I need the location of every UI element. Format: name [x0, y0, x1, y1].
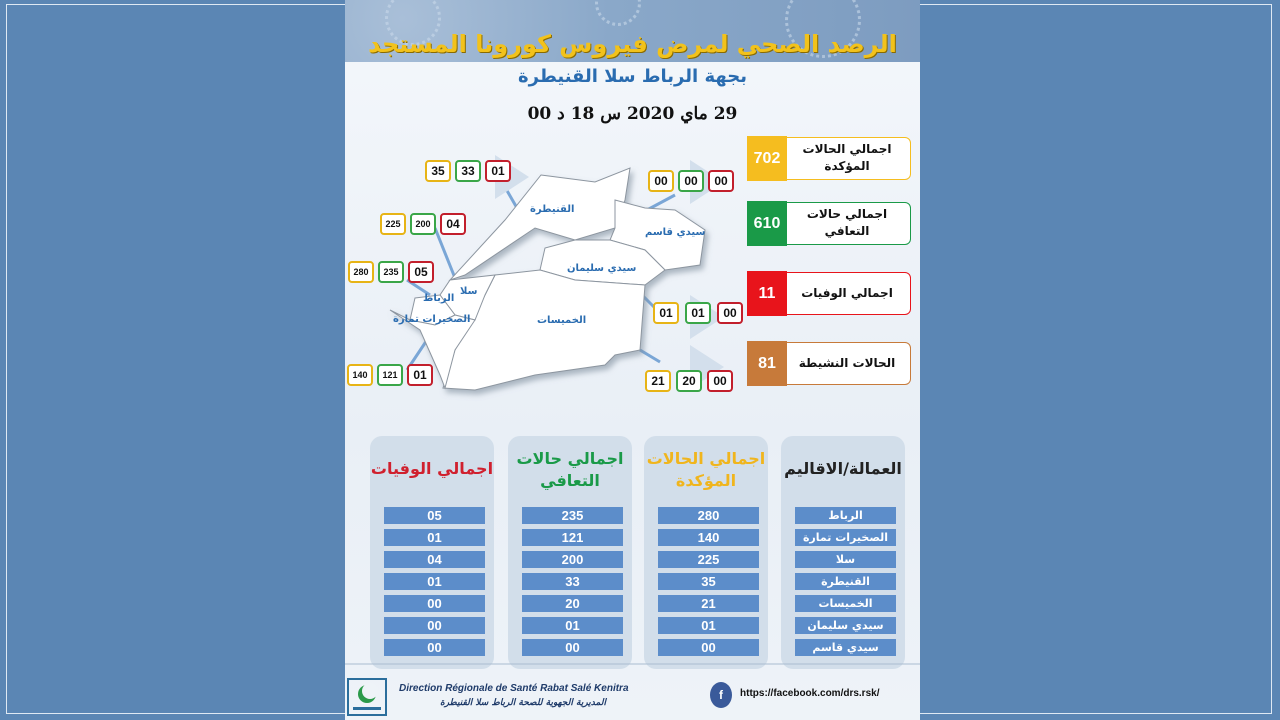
table-cell: سلا	[795, 551, 896, 568]
callout-recovered: 00	[678, 170, 704, 192]
callout-recovered: 20	[676, 370, 702, 392]
summary-deaths	[748, 272, 911, 315]
summary-label: اجمالي الحالات المؤكدة	[802, 142, 892, 173]
map-label-khemisset: الخميسات	[537, 315, 587, 326]
table-cell: 01	[522, 617, 623, 634]
report-date: 29 ماي 2020 س 18 د 00	[527, 104, 738, 124]
org-name-ar: المديرية الجهوية للصحة الرباط سلا القنيطرة	[440, 698, 606, 708]
summary-active	[748, 342, 911, 385]
callout-deaths: 00	[717, 302, 743, 324]
callout-confirmed: 225	[380, 213, 406, 235]
callout-confirmed: 35	[425, 160, 451, 182]
summary-value: 11	[747, 271, 787, 316]
infographic-card	[345, 0, 920, 720]
column-header: اجمالي الوفيات	[370, 459, 494, 478]
column-provinces	[781, 436, 905, 669]
column-header: اجمالي حالات التعافي	[516, 449, 624, 490]
callout-confirmed: 00	[648, 170, 674, 192]
org-name-fr: Direction Régionale de Santé Rabat Salé Kenitra	[399, 683, 629, 694]
table-cell: الرباط	[795, 507, 896, 524]
summary-recovered	[748, 202, 911, 245]
callout-confirmed: 21	[645, 370, 671, 392]
column-deaths	[370, 436, 494, 669]
virus-icon	[595, 0, 641, 26]
map-label-rabat: الرباط	[423, 293, 455, 304]
table-cell: 280	[658, 507, 759, 524]
table-cell: 121	[522, 529, 623, 546]
callout-deaths: 00	[707, 370, 733, 392]
table-cell: 140	[658, 529, 759, 546]
summary-value: 610	[747, 201, 787, 246]
page-title: الرصد الصحي لمرض فيروس كورونا المستجد	[368, 30, 897, 58]
column-recovered	[508, 436, 632, 669]
table-cell: 33	[522, 573, 623, 590]
map-label-sale: سلا	[460, 286, 478, 297]
table-cell: 200	[522, 551, 623, 568]
callout-deaths: 01	[485, 160, 511, 182]
table-cell: 225	[658, 551, 759, 568]
table-cell: الخميسات	[795, 595, 896, 612]
callout-recovered: 235	[378, 261, 404, 283]
callout-recovered: 121	[377, 364, 403, 386]
footer-divider	[345, 662, 920, 672]
table-cell: 00	[384, 617, 485, 634]
map-label-kenitra: القنيطرة	[530, 204, 575, 215]
summary-label: اجمالي حالات التعافي	[806, 207, 888, 238]
table-cell: القنيطرة	[795, 573, 896, 590]
callout-confirmed: 140	[347, 364, 373, 386]
table-cell: 04	[384, 551, 485, 568]
map-label-sidi-kacem: سيدي قاسم	[645, 227, 706, 238]
crescent-icon	[349, 680, 385, 714]
table-cell: 235	[522, 507, 623, 524]
column-header: العمالة/الاقاليم	[784, 459, 902, 478]
summary-confirmed	[748, 137, 911, 180]
summary-value: 81	[747, 341, 787, 386]
ministry-logo	[347, 678, 387, 716]
callout-confirmed: 01	[653, 302, 679, 324]
table-cell: 01	[384, 529, 485, 546]
table-cell: 01	[384, 573, 485, 590]
table-cell: 00	[384, 595, 485, 612]
table-cell: 00	[522, 639, 623, 656]
table-cell: 21	[658, 595, 759, 612]
callout-deaths: 05	[408, 261, 434, 283]
callout-deaths: 00	[708, 170, 734, 192]
footer	[345, 670, 920, 720]
callout-confirmed: 280	[348, 261, 374, 283]
table-cell: 00	[658, 639, 759, 656]
summary-label: الحالات النشيطة	[798, 355, 896, 370]
table-cell: سيدي سليمان	[795, 617, 896, 634]
table-cell: 05	[384, 507, 485, 524]
table-cell: 00	[384, 639, 485, 656]
callout-recovered: 33	[455, 160, 481, 182]
facebook-icon[interactable]: f	[710, 682, 732, 708]
regions	[390, 168, 705, 390]
table-cell: 01	[658, 617, 759, 634]
table-cell: الصخيرات تمارة	[795, 529, 896, 546]
column-confirmed	[644, 436, 768, 669]
table-cell: سيدي قاسم	[795, 639, 896, 656]
callout-recovered: 01	[685, 302, 711, 324]
summary-label: اجمالي الوفيات	[801, 285, 893, 300]
callout-deaths: 04	[440, 213, 466, 235]
table-cell: 35	[658, 573, 759, 590]
table-cell: 20	[522, 595, 623, 612]
map-label-skhirate: الصخيرات تمارة	[393, 314, 471, 325]
summary-value: 702	[747, 136, 787, 181]
callout-recovered: 200	[410, 213, 436, 235]
map-label-sidi-slimane: سيدي سليمان	[567, 263, 637, 274]
column-header: اجمالي الحالات المؤكدة	[646, 449, 766, 490]
page-subtitle: بجهة الرباط سلا القنيطرة	[518, 66, 747, 87]
facebook-link[interactable]: https://facebook.com/drs.rsk/	[740, 688, 880, 699]
callout-deaths: 01	[407, 364, 433, 386]
